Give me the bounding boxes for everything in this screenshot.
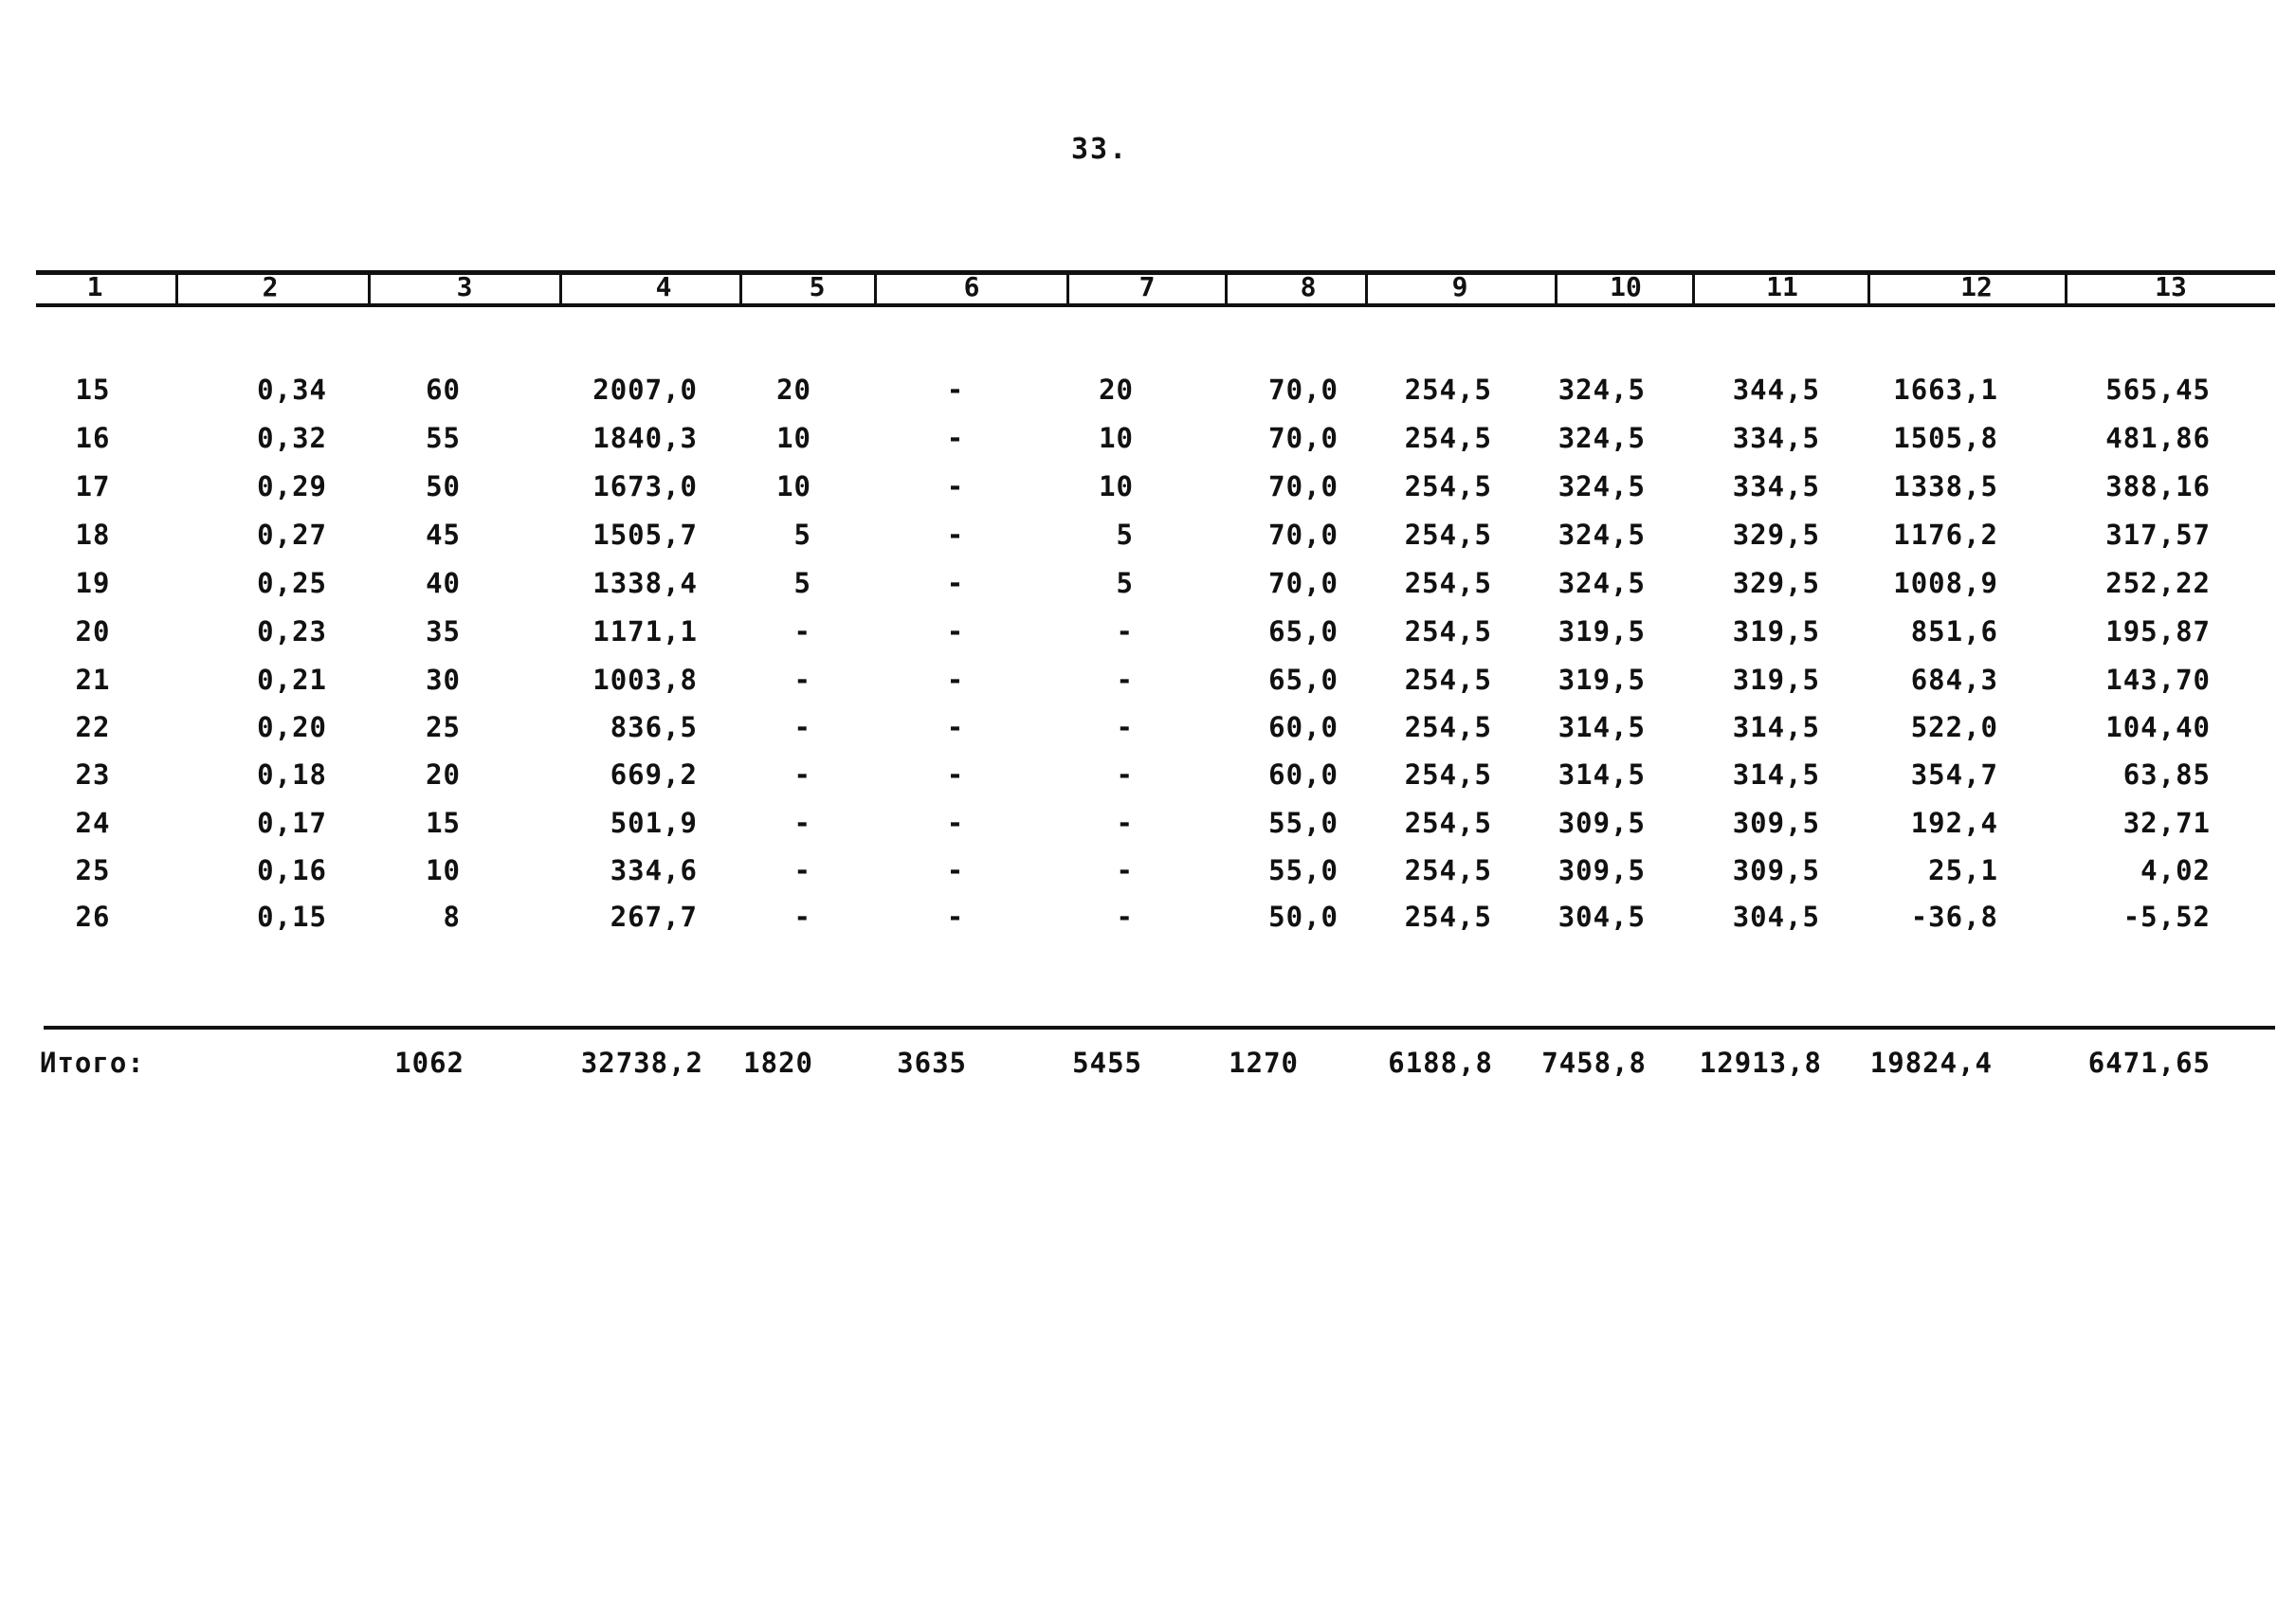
table-cell-col-3: 10 <box>426 854 461 886</box>
column-header-13: 13 <box>2155 271 2187 302</box>
table-cell-col-7: - <box>1116 807 1134 839</box>
table-cell-col-10: 319,5 <box>1557 664 1646 696</box>
table-cell-col-1: 15 <box>75 374 111 406</box>
table-cell-col-3: 8 <box>443 901 461 933</box>
table-cell-col-1: 21 <box>75 664 111 696</box>
table-cell-col-5: 10 <box>776 470 811 502</box>
table-cell-col-2: 0,34 <box>257 374 327 406</box>
table-cell-col-6: - <box>946 374 965 406</box>
column-header-9: 9 <box>1451 271 1468 302</box>
table-cell-col-4: 669,2 <box>610 758 698 791</box>
table-row <box>0 374 2295 411</box>
table-cell-col-11: 334,5 <box>1732 470 1820 502</box>
table-cell-col-5: 20 <box>776 374 811 406</box>
table-cell-col-5: 5 <box>793 519 811 551</box>
column-separator <box>1692 275 1695 303</box>
table-cell-col-7: 5 <box>1116 567 1134 599</box>
page-number: 33. <box>1071 133 1129 166</box>
table-row <box>0 758 2295 796</box>
table-cell-col-6: - <box>946 470 965 502</box>
table-cell-col-1: 17 <box>75 470 111 502</box>
table-cell-col-9: 254,5 <box>1404 664 1492 696</box>
total-label: Итого: <box>40 1047 145 1079</box>
table-cell-col-4: 501,9 <box>610 807 698 839</box>
table-cell-col-10: 324,5 <box>1557 374 1646 406</box>
column-separator <box>1867 275 1870 303</box>
table-cell-col-12: 522,0 <box>1910 711 1998 743</box>
table-cell-col-3: 50 <box>426 470 461 502</box>
total-cell-col-9: 6188,8 <box>1388 1047 1493 1079</box>
column-header-11: 11 <box>1766 271 1798 302</box>
table-cell-col-13: 195,87 <box>2105 615 2211 648</box>
column-separator <box>1066 275 1069 303</box>
table-cell-col-9: 254,5 <box>1404 854 1492 886</box>
table-header-bottom-rule <box>36 303 2275 307</box>
table-cell-col-12: 684,3 <box>1910 664 1998 696</box>
table-cell-col-5: - <box>793 854 811 886</box>
table-cell-col-5: - <box>793 664 811 696</box>
table-cell-col-12: 354,7 <box>1910 758 1998 791</box>
table-cell-col-4: 334,6 <box>610 854 698 886</box>
table-cell-col-13: 4,02 <box>2140 854 2211 886</box>
column-header-12: 12 <box>1960 271 1993 302</box>
table-cell-col-6: - <box>946 615 965 648</box>
table-cell-col-3: 60 <box>426 374 461 406</box>
table-cell-col-13: 252,22 <box>2105 567 2211 599</box>
column-separator <box>1225 275 1228 303</box>
table-cell-col-13: 481,86 <box>2105 422 2211 454</box>
table-cell-col-2: 0,20 <box>257 711 327 743</box>
table-cell-col-8: 70,0 <box>1268 470 1339 502</box>
table-cell-col-6: - <box>946 758 965 791</box>
table-cell-col-8: 65,0 <box>1268 615 1339 648</box>
column-header-1: 1 <box>86 271 103 302</box>
table-row <box>0 807 2295 845</box>
table-cell-col-2: 0,15 <box>257 901 327 933</box>
total-cell-col-7: 5455 <box>1072 1047 1142 1079</box>
total-cell-col-5: 1820 <box>743 1047 813 1079</box>
total-cell-col-3: 1062 <box>394 1047 464 1079</box>
table-cell-col-11: 304,5 <box>1732 901 1820 933</box>
table-cell-col-12: 1176,2 <box>1893 519 1998 551</box>
table-cell-col-7: 20 <box>1099 374 1134 406</box>
table-cell-col-6: - <box>946 854 965 886</box>
table-total-rule <box>44 1026 2275 1030</box>
table-cell-col-4: 1003,8 <box>592 664 698 696</box>
table-cell-col-2: 0,21 <box>257 664 327 696</box>
table-cell-col-7: 5 <box>1116 519 1134 551</box>
table-cell-col-4: 1171,1 <box>592 615 698 648</box>
table-cell-col-7: 10 <box>1099 422 1134 454</box>
table-cell-col-10: 324,5 <box>1557 567 1646 599</box>
table-cell-col-2: 0,25 <box>257 567 327 599</box>
table-cell-col-8: 60,0 <box>1268 758 1339 791</box>
table-cell-col-6: - <box>946 807 965 839</box>
column-separator <box>2065 275 2067 303</box>
table-cell-col-10: 314,5 <box>1557 711 1646 743</box>
table-cell-col-3: 25 <box>426 711 461 743</box>
table-cell-col-7: - <box>1116 664 1134 696</box>
table-cell-col-8: 70,0 <box>1268 374 1339 406</box>
table-cell-col-5: 5 <box>793 567 811 599</box>
table-cell-col-3: 45 <box>426 519 461 551</box>
table-cell-col-2: 0,23 <box>257 615 327 648</box>
column-separator <box>368 275 371 303</box>
table-cell-col-12: -36,8 <box>1910 901 1998 933</box>
table-cell-col-4: 1673,0 <box>592 470 698 502</box>
table-row <box>0 854 2295 892</box>
table-cell-col-12: 851,6 <box>1910 615 1998 648</box>
total-cell-col-12: 19824,4 <box>1869 1047 1993 1079</box>
table-cell-col-2: 0,27 <box>257 519 327 551</box>
table-cell-col-9: 254,5 <box>1404 807 1492 839</box>
table-cell-col-10: 309,5 <box>1557 854 1646 886</box>
table-row <box>0 470 2295 508</box>
table-cell-col-1: 26 <box>75 901 111 933</box>
table-cell-col-9: 254,5 <box>1404 422 1492 454</box>
table-cell-col-7: - <box>1116 901 1134 933</box>
table-cell-col-13: 565,45 <box>2105 374 2211 406</box>
table-cell-col-13: 388,16 <box>2105 470 2211 502</box>
total-cell-col-13: 6471,65 <box>2087 1047 2211 1079</box>
table-row <box>0 567 2295 605</box>
column-header-7: 7 <box>1138 271 1156 302</box>
table-cell-col-5: - <box>793 615 811 648</box>
table-cell-col-11: 329,5 <box>1732 519 1820 551</box>
table-cell-col-2: 0,17 <box>257 807 327 839</box>
total-cell-col-8: 1270 <box>1229 1047 1299 1079</box>
table-cell-col-4: 2007,0 <box>592 374 698 406</box>
table-cell-col-12: 1663,1 <box>1893 374 1998 406</box>
table-cell-col-9: 254,5 <box>1404 374 1492 406</box>
table-cell-col-11: 314,5 <box>1732 711 1820 743</box>
table-cell-col-13: -5,52 <box>2122 901 2211 933</box>
table-cell-col-2: 0,16 <box>257 854 327 886</box>
table-cell-col-7: - <box>1116 711 1134 743</box>
table-cell-col-12: 192,4 <box>1910 807 1998 839</box>
table-cell-col-11: 309,5 <box>1732 807 1820 839</box>
table-cell-col-5: - <box>793 901 811 933</box>
table-cell-col-11: 334,5 <box>1732 422 1820 454</box>
table-cell-col-4: 836,5 <box>610 711 698 743</box>
table-cell-col-9: 254,5 <box>1404 470 1492 502</box>
table-cell-col-13: 143,70 <box>2105 664 2211 696</box>
table-row <box>0 519 2295 557</box>
table-cell-col-13: 63,85 <box>2122 758 2211 791</box>
table-cell-col-1: 22 <box>75 711 111 743</box>
table-cell-col-9: 254,5 <box>1404 711 1492 743</box>
table-cell-col-4: 267,7 <box>610 901 698 933</box>
table-cell-col-12: 1008,9 <box>1893 567 1998 599</box>
table-cell-col-6: - <box>946 901 965 933</box>
column-separator <box>1555 275 1557 303</box>
table-row <box>0 664 2295 702</box>
table-cell-col-11: 319,5 <box>1732 615 1820 648</box>
table-cell-col-13: 317,57 <box>2105 519 2211 551</box>
table-cell-col-10: 324,5 <box>1557 422 1646 454</box>
table-cell-col-7: - <box>1116 854 1134 886</box>
total-cell-col-11: 12913,8 <box>1699 1047 1822 1079</box>
table-cell-col-6: - <box>946 664 965 696</box>
total-cell-col-6: 3635 <box>897 1047 967 1079</box>
table-cell-col-6: - <box>946 567 965 599</box>
table-cell-col-11: 319,5 <box>1732 664 1820 696</box>
table-cell-col-8: 70,0 <box>1268 422 1339 454</box>
table-cell-col-1: 19 <box>75 567 111 599</box>
table-cell-col-1: 20 <box>75 615 111 648</box>
table-cell-col-4: 1338,4 <box>592 567 698 599</box>
table-cell-col-10: 319,5 <box>1557 615 1646 648</box>
table-cell-col-6: - <box>946 711 965 743</box>
table-cell-col-11: 344,5 <box>1732 374 1820 406</box>
table-cell-col-10: 324,5 <box>1557 519 1646 551</box>
table-cell-col-5: - <box>793 758 811 791</box>
table-cell-col-1: 18 <box>75 519 111 551</box>
table-cell-col-2: 0,32 <box>257 422 327 454</box>
table-cell-col-7: 10 <box>1099 470 1134 502</box>
table-cell-col-2: 0,29 <box>257 470 327 502</box>
column-header-3: 3 <box>456 271 473 302</box>
table-cell-col-12: 1338,5 <box>1893 470 1998 502</box>
table-cell-col-3: 15 <box>426 807 461 839</box>
table-cell-col-5: - <box>793 807 811 839</box>
table-row <box>0 901 2295 939</box>
column-header-2: 2 <box>262 271 279 302</box>
table-cell-col-10: 304,5 <box>1557 901 1646 933</box>
column-separator <box>739 275 742 303</box>
table-cell-col-7: - <box>1116 758 1134 791</box>
table-cell-col-11: 314,5 <box>1732 758 1820 791</box>
table-cell-col-8: 55,0 <box>1268 807 1339 839</box>
table-cell-col-8: 70,0 <box>1268 519 1339 551</box>
table-cell-col-3: 55 <box>426 422 461 454</box>
column-header-6: 6 <box>963 271 980 302</box>
table-cell-col-2: 0,18 <box>257 758 327 791</box>
column-header-10: 10 <box>1610 271 1642 302</box>
table-cell-col-6: - <box>946 519 965 551</box>
table-cell-col-6: - <box>946 422 965 454</box>
table-cell-col-9: 254,5 <box>1404 567 1492 599</box>
table-cell-col-9: 254,5 <box>1404 519 1492 551</box>
table-cell-col-11: 329,5 <box>1732 567 1820 599</box>
table-cell-col-4: 1840,3 <box>592 422 698 454</box>
table-cell-col-10: 324,5 <box>1557 470 1646 502</box>
table-cell-col-8: 50,0 <box>1268 901 1339 933</box>
table-cell-col-1: 25 <box>75 854 111 886</box>
total-cell-col-10: 7458,8 <box>1541 1047 1647 1079</box>
column-header-8: 8 <box>1300 271 1317 302</box>
column-separator <box>175 275 178 303</box>
table-cell-col-8: 55,0 <box>1268 854 1339 886</box>
table-cell-col-1: 16 <box>75 422 111 454</box>
table-cell-col-3: 30 <box>426 664 461 696</box>
table-cell-col-3: 20 <box>426 758 461 791</box>
column-separator <box>559 275 562 303</box>
column-separator <box>1365 275 1368 303</box>
table-cell-col-5: 10 <box>776 422 811 454</box>
table-cell-col-12: 1505,8 <box>1893 422 1998 454</box>
column-header-4: 4 <box>655 271 672 302</box>
table-cell-col-1: 23 <box>75 758 111 791</box>
column-separator <box>874 275 877 303</box>
table-row <box>0 615 2295 653</box>
table-cell-col-13: 32,71 <box>2122 807 2211 839</box>
table-cell-col-4: 1505,7 <box>592 519 698 551</box>
column-header-5: 5 <box>809 271 826 302</box>
table-cell-col-11: 309,5 <box>1732 854 1820 886</box>
table-cell-col-7: - <box>1116 615 1134 648</box>
table-cell-col-1: 24 <box>75 807 111 839</box>
table-cell-col-9: 254,5 <box>1404 615 1492 648</box>
table-row <box>0 711 2295 749</box>
table-row <box>0 422 2295 460</box>
table-cell-col-5: - <box>793 711 811 743</box>
table-cell-col-8: 60,0 <box>1268 711 1339 743</box>
table-cell-col-3: 35 <box>426 615 461 648</box>
table-cell-col-10: 309,5 <box>1557 807 1646 839</box>
table-cell-col-13: 104,40 <box>2105 711 2211 743</box>
table-cell-col-9: 254,5 <box>1404 758 1492 791</box>
table-cell-col-12: 25,1 <box>1928 854 1998 886</box>
table-cell-col-8: 70,0 <box>1268 567 1339 599</box>
table-cell-col-3: 40 <box>426 567 461 599</box>
table-cell-col-9: 254,5 <box>1404 901 1492 933</box>
table-cell-col-8: 65,0 <box>1268 664 1339 696</box>
total-cell-col-4: 32738,2 <box>580 1047 703 1079</box>
table-cell-col-10: 314,5 <box>1557 758 1646 791</box>
